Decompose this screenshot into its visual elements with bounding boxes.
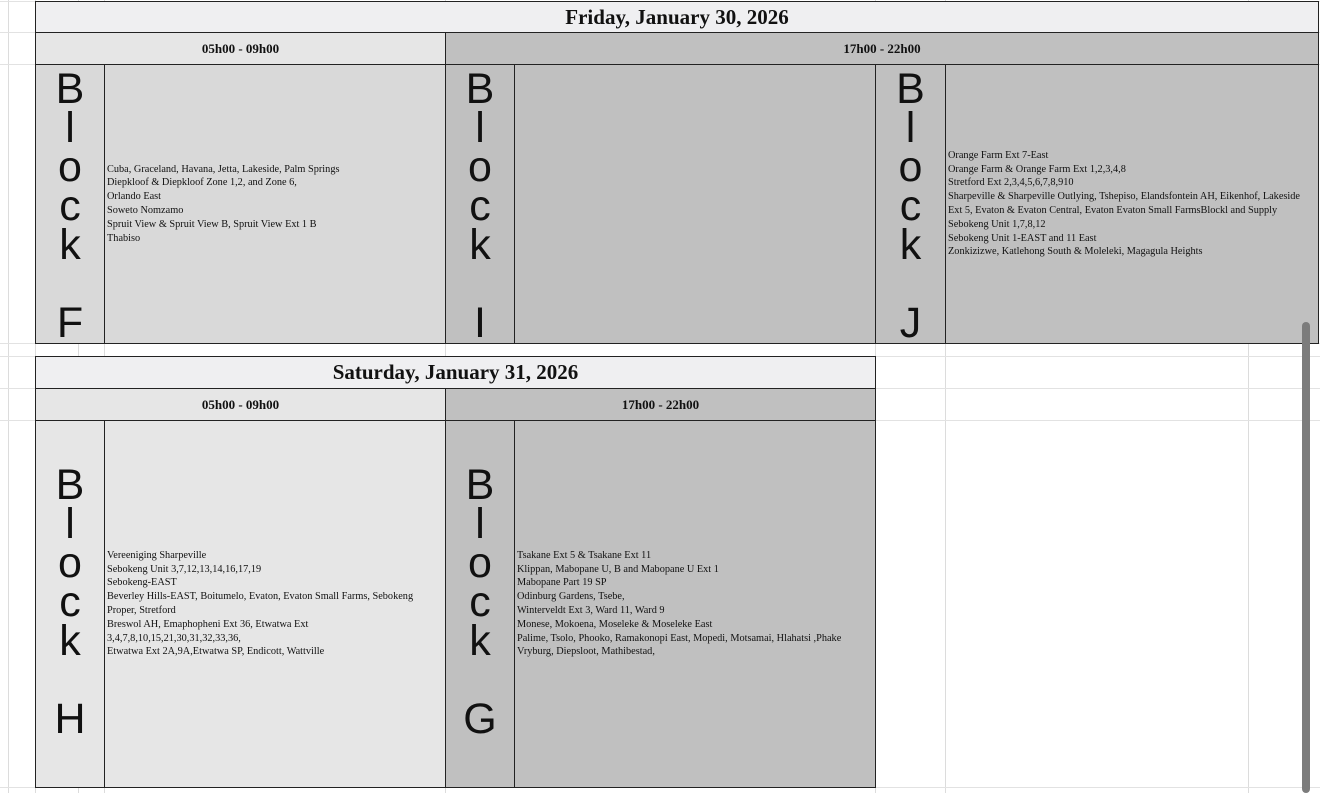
block-letter: c bbox=[59, 182, 81, 230]
time-slot-friday-morning: 05h00 - 09h00 bbox=[35, 32, 446, 65]
block-letter: B bbox=[465, 65, 495, 113]
block-letter: l bbox=[65, 104, 75, 152]
area-list-block-i bbox=[514, 64, 876, 344]
area-item: Klippan, Mabopane U, B and Mabopane U Ext 1 bbox=[517, 563, 719, 575]
block-letter: c bbox=[469, 578, 491, 626]
block-letter: B bbox=[465, 461, 495, 509]
block-letter: l bbox=[475, 500, 485, 548]
area-list-block-g bbox=[514, 420, 876, 788]
area-item: Palime, Tsolo, Phooko, Ramakonopi East, Mopedi, Motsamai, Hlahatsi ,Phake bbox=[517, 632, 842, 644]
block-label-f bbox=[35, 64, 105, 347]
day-title-saturday: Saturday, January 31, 2026 bbox=[35, 356, 876, 389]
area-item: Sebokeng Unit 1,7,8,12 bbox=[948, 218, 1046, 230]
block-letter: o bbox=[58, 539, 82, 587]
area-item: Soweto Nomzamo bbox=[107, 205, 184, 216]
area-item: Vereeniging Sharpeville bbox=[107, 549, 207, 561]
block-letter: k bbox=[59, 221, 81, 269]
area-item: Vryburg, Diepsloot, Mathibestad, bbox=[517, 646, 655, 658]
block-label-i bbox=[445, 64, 515, 347]
time-slot-saturday-morning: 05h00 - 09h00 bbox=[35, 388, 446, 421]
area-item: Sebokeng Unit 1-EAST and 11 East bbox=[948, 232, 1097, 244]
area-item: Breswol AH, Emaphopheni Ext 36, Etwatwa Ext 3,4,7,8,10,15,21,30,31,32,33,36, bbox=[107, 618, 309, 644]
block-letter: l bbox=[905, 104, 916, 152]
area-item: Monese, Mokoena, Moseleke & Moseleke East bbox=[517, 618, 713, 630]
area-item: Orlando East bbox=[107, 191, 162, 203]
block-letter: k bbox=[59, 617, 81, 665]
block-letter: F bbox=[56, 299, 84, 347]
area-item: Sharpeville & Sharpeville Outlying, Tshepiso, Elandsfontein AH, Eikenhof, Lakeside Ext 5, Evaton & Evaton Central, Evaton Evaton Small FarmsBlockl and Supply bbox=[948, 191, 1300, 216]
area-item: Cuba, Graceland, Havana, Jetta, Lakeside, Palm Springs bbox=[107, 163, 340, 175]
area-item: Spruit View & Spruit View B, Spruit View Ext 1 B bbox=[107, 218, 317, 230]
block-letter: o bbox=[468, 143, 492, 191]
block-letter: c bbox=[59, 578, 81, 626]
day-title-friday: Friday, January 30, 2026 bbox=[35, 1, 1319, 33]
block-label-j bbox=[875, 64, 946, 347]
area-item: Thabiso bbox=[107, 232, 141, 244]
block-letter: k bbox=[899, 221, 922, 269]
area-list-block-h bbox=[104, 420, 446, 788]
block-letter: l bbox=[65, 500, 75, 548]
block-label-g bbox=[445, 420, 515, 788]
block-letter: k bbox=[469, 617, 491, 665]
time-slot-friday-evening: 17h00 - 22h00 bbox=[445, 32, 1319, 65]
area-item: Odinburg Gardens, Tsebe, bbox=[517, 591, 625, 603]
area-item: Sebokeng-EAST bbox=[107, 577, 177, 589]
block-letter: G bbox=[463, 695, 497, 743]
area-item: Tsakane Ext 5 & Tsakane Ext 11 bbox=[517, 549, 652, 561]
vertical-scrollbar[interactable] bbox=[1302, 322, 1310, 793]
block-letter: k bbox=[469, 221, 491, 269]
area-list-block-j bbox=[945, 64, 1319, 344]
block-letter: B bbox=[55, 65, 85, 113]
block-letter: c bbox=[899, 182, 922, 230]
area-item: Diepkloof & Diepkloof Zone 1,2, and Zone 6, bbox=[107, 177, 297, 189]
block-letter: B bbox=[896, 65, 925, 113]
area-item: Orange Farm Ext 7-East bbox=[948, 149, 1049, 161]
block-label-h bbox=[35, 420, 105, 788]
area-item: Etwatwa Ext 2A,9A,Etwatwa SP, Endicott, Wattville bbox=[107, 646, 325, 658]
block-letter: o bbox=[58, 143, 82, 191]
area-item: Beverley Hills-EAST, Boitumelo, Evaton, Evaton Small Farms, Sebokeng Proper, Stretford bbox=[107, 591, 414, 616]
block-letter: o bbox=[468, 539, 492, 587]
block-letter: J bbox=[899, 299, 922, 347]
block-letter: l bbox=[475, 104, 485, 152]
area-item: Sebokeng Unit 3,7,12,13,14,16,17,19 bbox=[107, 563, 262, 575]
block-letter: o bbox=[898, 143, 923, 191]
area-item: Zonkizizwe, Katlehong South & Moleleki, Magagula Heights bbox=[948, 246, 1203, 258]
area-list-block-f bbox=[104, 64, 446, 344]
block-letter: I bbox=[474, 299, 486, 347]
area-item: Stretford Ext 2,3,4,5,6,7,8,910 bbox=[948, 177, 1074, 189]
block-letter: B bbox=[55, 461, 85, 509]
area-item: Winterveldt Ext 3, Ward 11, Ward 9 bbox=[517, 605, 665, 616]
time-slot-saturday-evening: 17h00 - 22h00 bbox=[445, 388, 876, 421]
area-item: Orange Farm & Orange Farm Ext 1,2,3,4,8 bbox=[948, 163, 1126, 175]
block-letter: c bbox=[469, 182, 491, 230]
block-letter: H bbox=[54, 695, 86, 743]
area-item: Mabopane Part 19 SP bbox=[517, 577, 607, 589]
